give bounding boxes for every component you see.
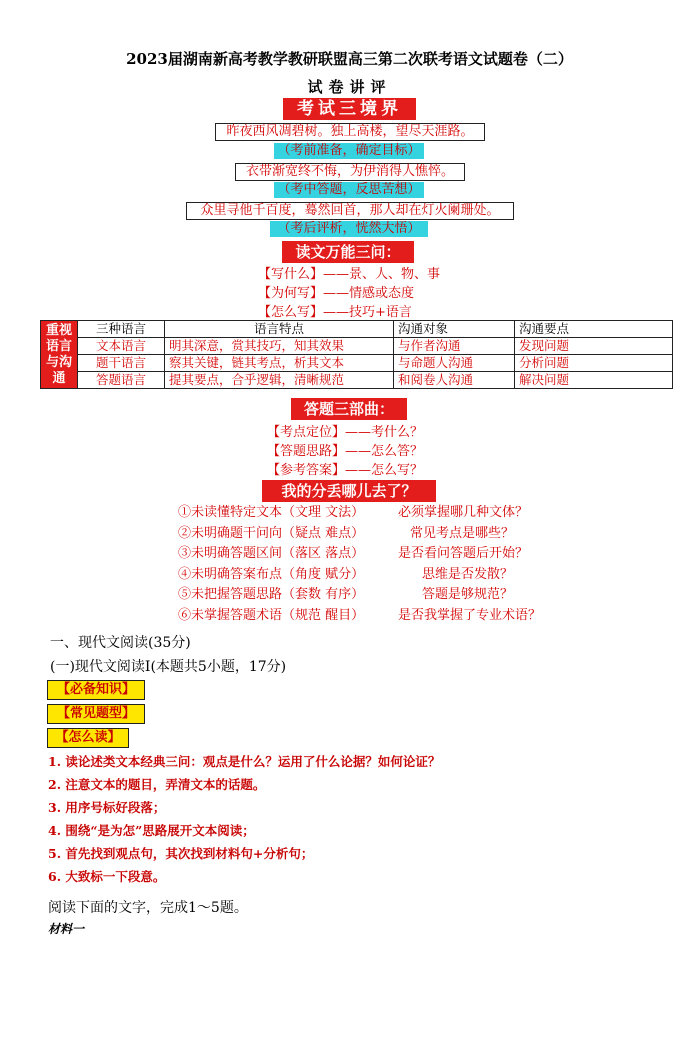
three-questions-list — [258, 265, 440, 322]
tag-common-types: 【常见题型】 — [47, 704, 145, 724]
realm-line-3: 众里寻他千百度，蓦然回首，那人却在灯火阑珊处。 — [186, 202, 514, 220]
list-item: ①未读懂特定文本（文理 文法） 必须掌握哪几种文体？ — [178, 505, 529, 520]
step-item: 2. 注意文本的题目，弄清文本的话题。 — [48, 777, 266, 792]
realm-line-2: 衣带渐宽终不悔，为伊消得人憔悴。 — [235, 163, 465, 181]
section-subheading: (一)现代文阅读I(本题共5小题，17分) — [50, 659, 287, 675]
table-cell: 分析问题 — [515, 355, 673, 372]
table-cell: 提其要点，合乎逻辑，清晰规范 — [165, 372, 394, 389]
table-side-label: 重视语言与沟通 — [41, 321, 78, 389]
table-row — [41, 372, 673, 389]
table-cell: 解决问题 — [515, 372, 673, 389]
section-heading: 一、现代文阅读(35分) — [50, 635, 191, 651]
step-item: 5. 首先找到观点句，其次找到材料句+分析句； — [48, 846, 314, 861]
table-header-cell: 三种语言 — [78, 321, 165, 338]
part-item: 【答题思路】——怎么答？ — [267, 444, 424, 459]
tag-essential-knowledge: 【必备知识】 — [47, 680, 145, 700]
step-item: 1. 读论述类文本经典三问：观点是什么？运用了什么论据？如何论证？ — [48, 754, 441, 769]
list-item: ⑥未掌握答题术语（规范 醒目） 是否我掌握了专业术语？ — [178, 607, 542, 623]
document-title: 2023届湖南新高考教学教研联盟高三第二次联考语文试题卷（二） — [126, 50, 573, 68]
realms-heading: 考试三境界 — [283, 98, 416, 120]
table-cell: 和阅卷人沟通 — [394, 372, 515, 389]
question-item: 【为何写】——情感或态度 — [258, 286, 415, 301]
table-cell: 发现问题 — [515, 338, 673, 355]
table-row — [41, 355, 673, 372]
table-header-cell: 语言特点 — [165, 321, 394, 338]
three-questions-heading: 读文万能三问： — [282, 241, 414, 263]
three-parts-list — [267, 423, 423, 480]
table-cell: 与作者沟通 — [394, 338, 515, 355]
table-cell: 察其关键，链其考点，析其文本 — [165, 355, 394, 372]
step-item: 6. 大致标一下段意。 — [48, 869, 166, 884]
table-row — [41, 321, 673, 338]
realm-line-1: 昨夜西风凋碧树。独上高楼，望尽天涯路。 — [215, 123, 485, 141]
question-item: 【写什么】——景、人、物、事 — [258, 267, 441, 282]
table-cell: 明其深意，赏其技巧，知其效果 — [165, 338, 394, 355]
question-item: 【怎么写】——技巧+语言 — [258, 305, 412, 320]
table-cell: 文本语言 — [78, 338, 165, 355]
list-item: ②未明确题干问向（疑点 难点） 常见考点是哪些？ — [178, 525, 515, 541]
three-parts-heading: 答题三部曲： — [291, 398, 407, 420]
reading-instruction: 阅读下面的文字，完成1～5题。 — [48, 900, 248, 916]
table-cell: 与命题人沟通 — [394, 355, 515, 372]
lost-points-heading: 我的分丢哪儿去了？ — [262, 480, 436, 502]
table-cell: 题干语言 — [78, 355, 165, 372]
realm-note-2: （考中答题，反思苦想） — [274, 182, 424, 198]
table-cell: 答题语言 — [78, 372, 165, 389]
table-row — [41, 338, 673, 355]
table-header-cell: 沟通对象 — [394, 321, 515, 338]
list-item: ⑤未把握答题思路（套数 有序） 答题是够规范？ — [178, 587, 514, 602]
table-header-cell: 沟通要点 — [515, 321, 673, 338]
material-label: 材料一 — [48, 922, 85, 936]
step-item: 3. 用序号标好段落； — [48, 800, 166, 815]
list-item: ④未明确答案布点（角度 赋分） 思维是否发散？ — [178, 566, 514, 582]
part-item: 【参考答案】——怎么写？ — [267, 463, 424, 478]
lost-points-list — [178, 503, 558, 626]
part-item: 【考点定位】——考什么？ — [267, 425, 424, 440]
language-table — [40, 320, 673, 389]
document-subtitle: 试卷讲评 — [307, 78, 392, 96]
tag-how-to-read: 【怎么读】 — [47, 728, 129, 748]
reading-steps — [48, 750, 440, 888]
realm-note-1: （考前准备，确定目标） — [274, 143, 424, 159]
step-item: 4. 围绕“是为怎”思路展开文本阅读； — [48, 823, 255, 838]
list-item: ③未明确答题区间（落区 落点） 是否看问答题后开始？ — [178, 546, 529, 561]
realm-note-3: （考后评析，恍然大悟） — [270, 221, 428, 237]
